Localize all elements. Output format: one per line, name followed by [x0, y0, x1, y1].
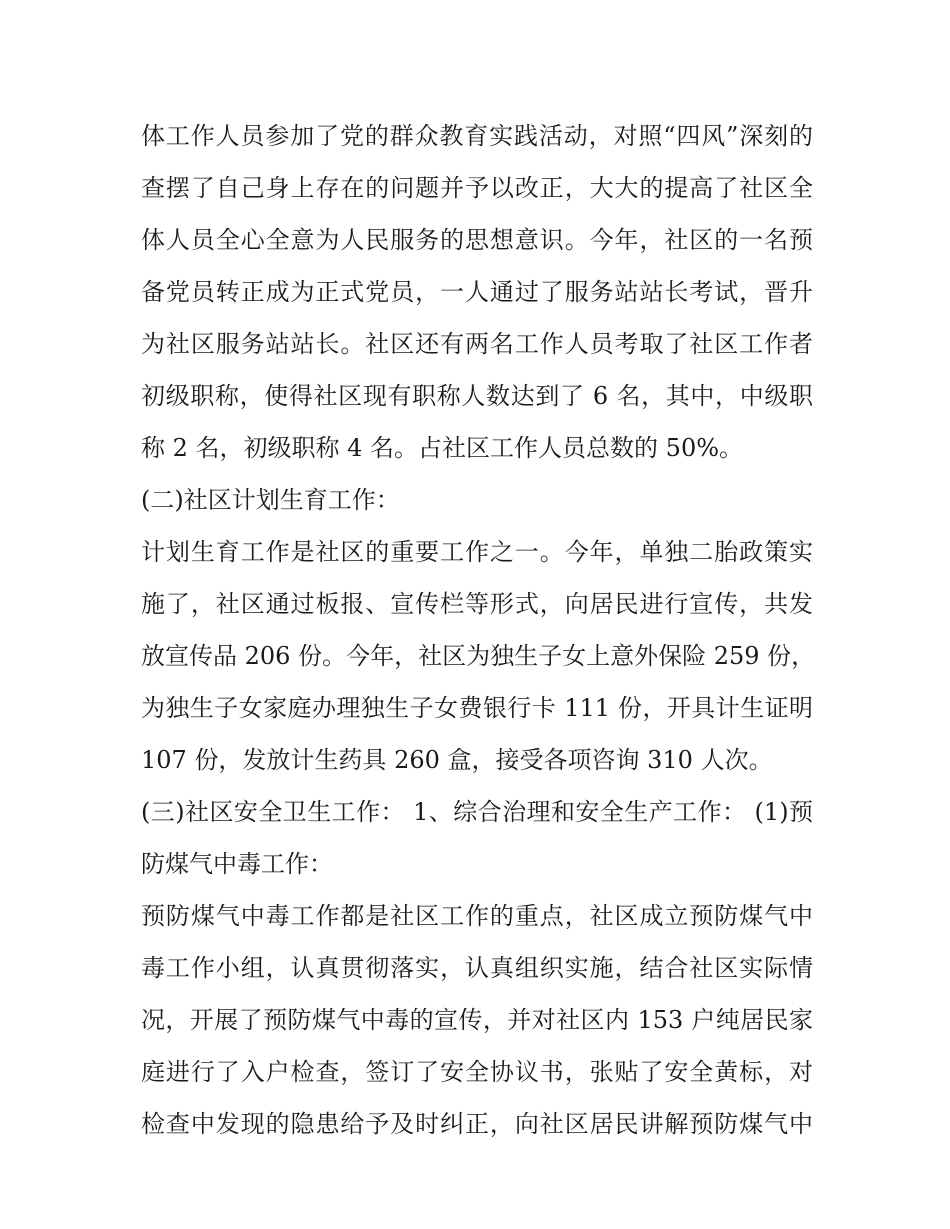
text-line: (二)社区计划生育工作： — [141, 486, 400, 514]
text-line: 预防煤气中毒工作都是社区工作的重点，社区成立预防煤气中 — [141, 902, 813, 930]
text-line: 庭进行了入户检查，签订了安全协议书，张贴了安全黄标，对 — [141, 1058, 813, 1086]
text-line: 备党员转正成为正式党员，一人通过了服务站站长考试，晋升 — [141, 278, 813, 306]
text-line: 体工作人员参加了党的群众教育实践活动，对照“四风”深刻的 — [141, 122, 813, 150]
text-line: 检查中发现的隐患给予及时纠正，向社区居民讲解预防煤气中 — [141, 1110, 813, 1138]
text-line: 查摆了自己身上存在的问题并予以改正，大大的提高了社区全 — [141, 174, 813, 202]
text-line: 为社区服务站站长。社区还有两名工作人员考取了社区工作者 — [141, 330, 813, 358]
text-line: 计划生育工作是社区的重要工作之一。今年，单独二胎政策实 — [141, 538, 813, 566]
text-line: 初级职称，使得社区现有职称人数达到了 6 名，其中，中级职 — [141, 382, 813, 410]
text-line: 107 份，发放计生药具 260 盒，接受各项咨询 310 人次。 — [141, 746, 773, 774]
text-line: 放宣传品 206 份。今年，社区为独生子女上意外保险 259 份， — [141, 642, 816, 670]
text-line: 况，开展了预防煤气中毒的宣传，并对社区内 153 户纯居民家 — [141, 1006, 813, 1034]
body-text — [141, 110, 816, 1150]
text-line: (三)社区安全卫生工作： 1、综合治理和安全生产工作： (1)预 — [141, 798, 813, 826]
text-line: 施了，社区通过板报、宣传栏等形式，向居民进行宣传，共发 — [141, 590, 813, 618]
text-line: 毒工作小组，认真贯彻落实，认真组织实施，结合社区实际情 — [141, 954, 813, 982]
text-line: 为独生子女家庭办理独生子女费银行卡 111 份，开具计生证明 — [141, 694, 813, 722]
text-line: 体人员全心全意为人民服务的思想意识。今年，社区的一名预 — [141, 226, 813, 254]
text-line: 防煤气中毒工作： — [141, 850, 333, 878]
text-line: 称 2 名，初级职称 4 名。占社区工作人员总数的 50%。 — [141, 434, 744, 462]
